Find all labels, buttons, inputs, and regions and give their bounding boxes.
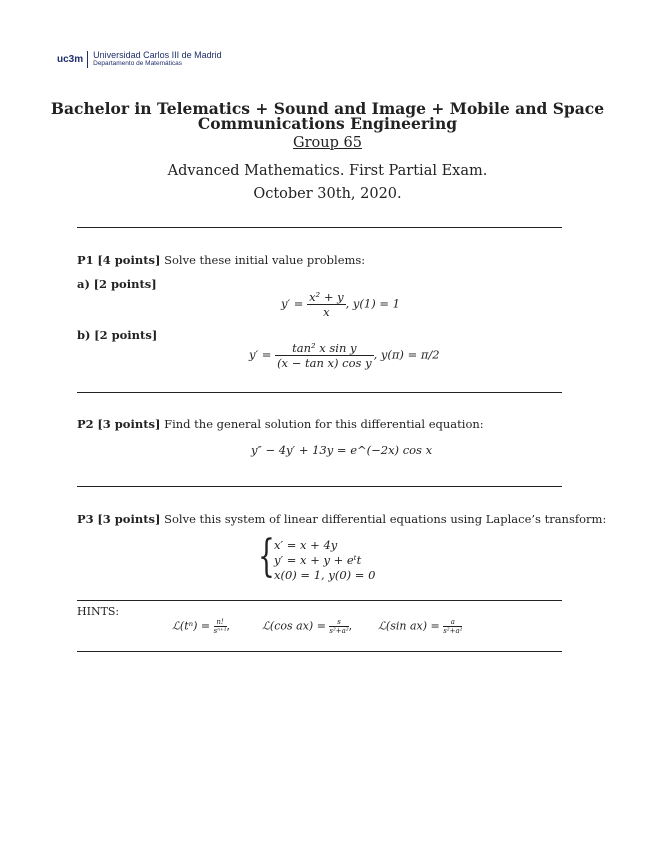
hint-power-lhs: ℒ(tⁿ) =	[172, 619, 211, 633]
p1a-lhs: y′ =	[281, 296, 304, 311]
p2-text: Find the general solution for this differential equation:	[164, 417, 484, 431]
logo-divider	[87, 51, 88, 68]
p1a-label: a)	[77, 277, 90, 291]
title-line-1: Bachelor in Telematics + Sound and Image + Mobile and Space	[50, 99, 605, 118]
hint-power-denominator: sⁿ⁺¹	[213, 627, 227, 635]
hint-sin-lhs: ℒ(sin ax) =	[378, 619, 440, 633]
logo-mark: uc3m	[57, 53, 84, 65]
exam-date: October 30th, 2020.	[253, 186, 402, 202]
p1b-condition: , y(π) = π/2	[373, 347, 440, 362]
p1a-condition: , y(1) = 1	[345, 296, 400, 311]
p3-system-line-1: x′ = x + 4y	[274, 538, 338, 552]
p1b-numerator: tan² x sin y	[275, 341, 374, 356]
hint-cos-fraction	[329, 618, 348, 635]
system-brace: {	[258, 531, 275, 582]
p3-points: [3 points]	[97, 512, 161, 526]
hint-sin-denominator: s²+a²	[443, 627, 463, 635]
p3-statement	[77, 512, 606, 526]
hint-cos: ℒ(cos ax) = $\frac{s}{\text{s²+a²}}$,	[262, 618, 353, 635]
p1b-heading	[77, 328, 157, 342]
course-heading: Advanced Mathematics. First Partial Exam.	[167, 163, 488, 179]
hint-power: ℒ(tⁿ) = $\frac{n!}{\text{sⁿ⁺¹}}$,	[172, 618, 231, 635]
hint-power-numerator: n!	[214, 618, 227, 627]
p1-label: P1	[77, 253, 94, 267]
p3-system	[274, 538, 375, 583]
p3-system-line-2: y′ = x + y + eᵗt	[274, 553, 362, 567]
hint-cos-numerator: s	[329, 618, 348, 627]
divider	[77, 651, 562, 652]
hint-sin-fraction	[443, 618, 462, 635]
divider	[77, 227, 562, 228]
hint-sin-numerator: a	[443, 618, 462, 627]
p1a-denominator: x	[323, 305, 330, 319]
department-name: Departamento de Matemáticas	[93, 60, 183, 67]
p1b-label: b)	[77, 328, 91, 342]
p1b-points: [2 points]	[94, 328, 158, 342]
hint-power-fraction	[214, 618, 227, 635]
p1a-heading	[77, 277, 157, 291]
p2-points: [3 points]	[97, 417, 161, 431]
title-line-2: Communications Engineering	[197, 114, 458, 133]
hint-cos-denominator: s²+a²	[329, 627, 349, 635]
p1-points: [4 points]	[97, 253, 161, 267]
p1-statement	[77, 253, 365, 267]
p3-text: Solve this system of linear differential equations using Laplace’s transform:	[164, 512, 607, 526]
university-logo	[57, 50, 222, 68]
hint-cos-lhs: ℒ(cos ax) =	[262, 619, 326, 633]
p3-system-line-3: x(0) = 1, y(0) = 0	[274, 568, 376, 582]
hint-sin	[378, 618, 462, 635]
p1a-equation	[281, 290, 400, 319]
divider	[77, 392, 562, 393]
p1b-equation	[249, 341, 440, 370]
p1a-points: [2 points]	[93, 277, 157, 291]
p1a-fraction	[307, 290, 346, 319]
divider	[77, 600, 562, 601]
divider	[77, 486, 562, 487]
p2-label: P2	[77, 417, 94, 431]
p1b-fraction	[275, 341, 374, 370]
group-heading	[0, 135, 655, 151]
university-name: Universidad Carlos III de Madrid	[93, 50, 222, 60]
p2-equation: y″ − 4y′ + 13y = e^(−2x) cos x	[251, 443, 433, 457]
p1-text: Solve these initial value problems:	[164, 253, 366, 267]
p2-statement	[77, 417, 484, 431]
hints-label: HINTS:	[77, 605, 120, 618]
p1a-numerator: x² + y	[309, 290, 344, 304]
p3-label: P3	[77, 512, 94, 526]
p1b-lhs: y′ =	[249, 347, 272, 362]
group-label: Group 65	[293, 135, 362, 151]
p1b-denominator: (x − tan x) cos y	[277, 356, 372, 370]
